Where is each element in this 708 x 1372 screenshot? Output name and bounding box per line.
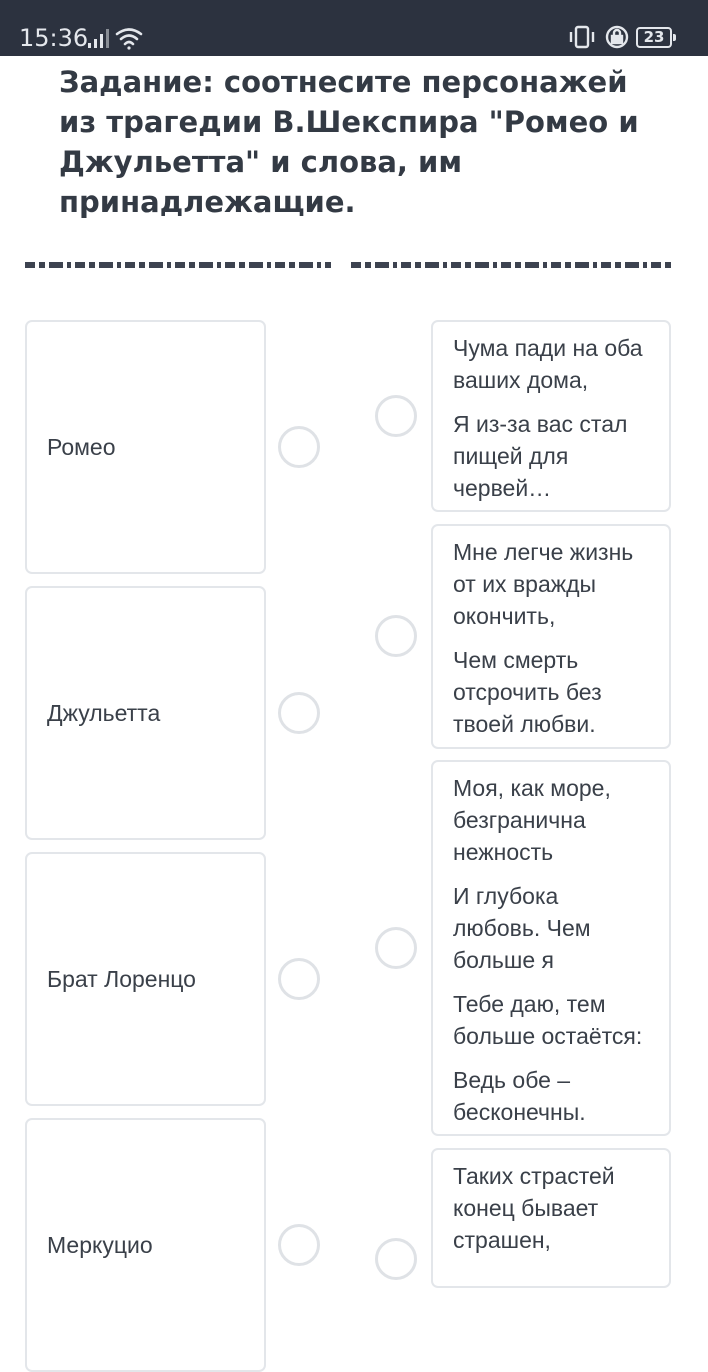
system-icons: [568, 24, 632, 52]
quote-card-3[interactable]: [431, 760, 671, 1136]
quote-radio-3[interactable]: [375, 927, 417, 969]
signal-wifi-icons: [88, 25, 146, 51]
quote-line: Моя, как море, безгранична нежность: [453, 775, 611, 865]
quote-radio-4[interactable]: [375, 1238, 417, 1280]
status-bar: [0, 0, 708, 56]
quote-card-2[interactable]: [431, 524, 671, 749]
battery-tip: [673, 34, 676, 41]
quote-card-1[interactable]: [431, 320, 671, 512]
quote-radio-2[interactable]: [375, 615, 417, 657]
battery-icon: 23: [636, 27, 672, 48]
character-card-juliet[interactable]: [25, 586, 266, 840]
quote-radio-1[interactable]: [375, 395, 417, 437]
quote-line: Тебе даю, тем больше остаётся:: [453, 991, 643, 1049]
quote-line: Таких страстей конец бывает страшен,: [453, 1163, 615, 1253]
character-label: Меркуцио: [47, 1231, 153, 1258]
signal-icon: [88, 29, 109, 48]
quote-line: Ведь обе – бесконечны.: [453, 1067, 586, 1125]
character-radio-romeo[interactable]: [278, 426, 320, 468]
character-card-romeo[interactable]: [25, 320, 266, 574]
vibrate-icon: [571, 27, 593, 47]
character-label: Брат Лоренцо: [47, 965, 196, 992]
quote-line: Я из-за вас стал пищей для червей…: [453, 411, 628, 501]
character-label: Джульетта: [47, 699, 161, 726]
character-radio-mercutio[interactable]: [278, 1224, 320, 1266]
lock-rotation-icon: [607, 27, 627, 47]
character-radio-juliet[interactable]: [278, 692, 320, 734]
quote-line: Мне легче жизнь от их вражды окончить,: [453, 539, 634, 629]
character-label: Ромео: [47, 433, 116, 460]
quote-line: Чума пади на оба ваших дома,: [453, 335, 643, 393]
task-title: Задание: соотнесите персонажей из трагедии В.Шекспира "Ромео и Джульетта" и слова, им принадлежащие.: [59, 65, 639, 219]
quote-line: Чем смерть отсрочить без твоей любви.: [453, 647, 602, 737]
character-card-mercutio[interactable]: [25, 1118, 266, 1372]
quote-line: И глубока любовь. Чем больше я: [453, 883, 591, 973]
dashed-divider: [25, 259, 671, 271]
character-radio-lorenzo[interactable]: [278, 958, 320, 1000]
wifi-icon: [117, 30, 141, 50]
quote-card-4[interactable]: [431, 1148, 671, 1288]
character-card-lorenzo[interactable]: [25, 852, 266, 1106]
status-time: 15:36: [19, 24, 89, 52]
